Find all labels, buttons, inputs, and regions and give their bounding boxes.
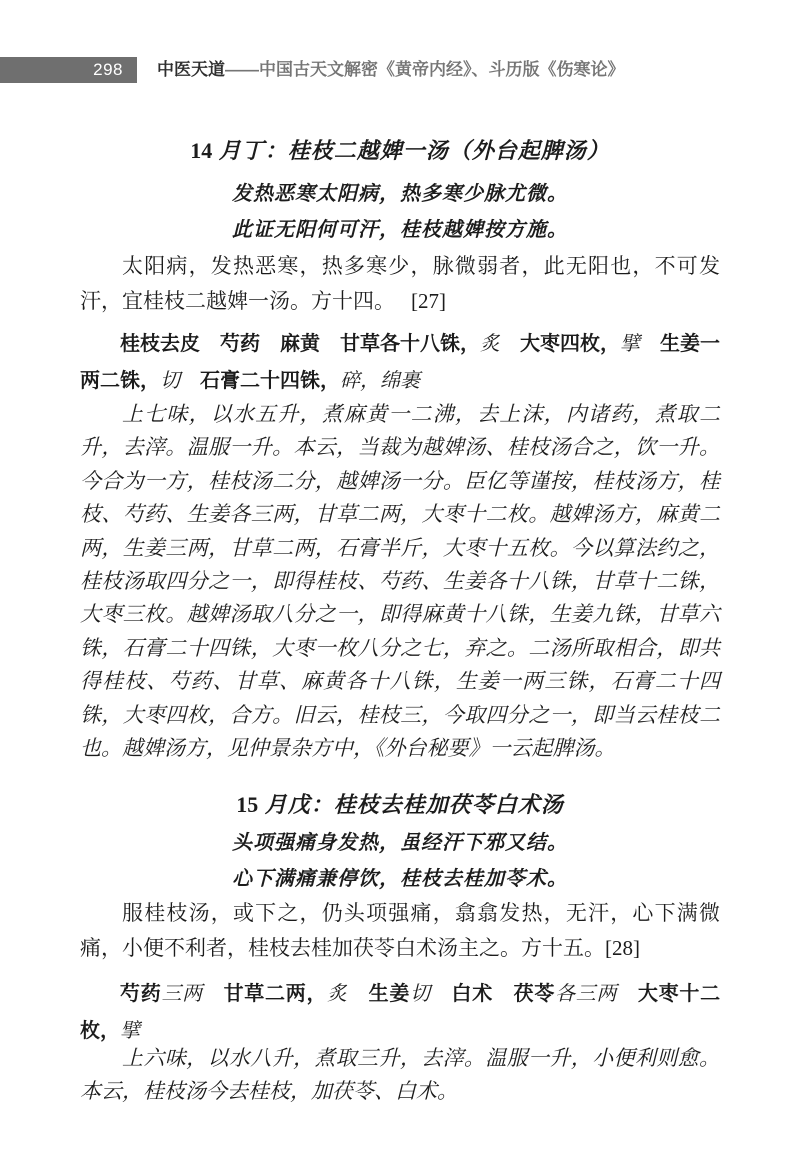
preparation-note: 切	[160, 370, 180, 392]
ingredient-segment: 芍药	[120, 983, 162, 1005]
section-15-quote-paragraph	[80, 896, 720, 966]
book-title-main: 中医天道	[157, 60, 225, 79]
ingredient-segment: 生姜	[347, 983, 411, 1005]
page-number-badge: 298	[0, 57, 137, 83]
section-14-quote-paragraph	[80, 249, 720, 319]
ingredient-segment: 大枣四枚，	[500, 333, 620, 355]
page-header	[0, 57, 800, 83]
section-14-instructions-paragraph: 上七味，以水五升，煮麻黄一二沸，去上沫，内诸药，煮取二升，去滓。温服一升。本云，当裁为越婢汤、桂枝汤合之，饮一升。今合为一方，桂枝汤二分，越婢汤一分。臣亿等谨按，桂枝汤方，桂枝、芍药、生姜各三两，甘草二两，大枣十二枚。越婢汤方，麻黄二两，生姜三两，甘草二两，石膏半斤，大枣十五枚。今以算法约之，桂枝汤取四分之一，即得桂枝、芍药、生姜各十八铢，甘草十二铢，大枣三枚。越婢汤取八分之一，即得麻黄十八铢，生姜九铢，甘草六铢，石膏二十四铢，大枣一枚八分之七，弃之。二汤所取相合，即共得桂枝、芍药、甘草、麻黄各十八铢，生姜一两三铢，石膏二十四铢，大枣四枚，合方。旧云，桂枝三，今取四分之一，即当云桂枝二也。越婢汤方，见仲景杂方中，《外台秘要》一云起脾汤。	[80, 402, 720, 761]
section-15-quote-text: 服桂枝汤，或下之，仍头项强痛，翕翕发热，无汗，心下满微痛，小便不利者，桂枝去桂加茯苓白术汤主之。方十五。	[80, 901, 720, 960]
section-15-instructions-paragraph: 上六味，以水八升，煮取三升，去滓。温服一升，小便利则愈。本云，桂枝汤今去桂枝，加茯苓、白术。	[80, 1046, 720, 1104]
section-15-verse-line-1: 头项强痛身发热，虽经汗下邪又结。	[232, 832, 568, 854]
ingredient-segment: 石膏二十四铢，	[180, 370, 340, 392]
ingredient-segment: 白术 茯苓	[430, 983, 556, 1005]
ingredient-segment: 大枣十二枚，	[80, 983, 721, 1042]
quantity-note: 三两	[161, 983, 203, 1005]
preparation-note: 切	[410, 983, 431, 1005]
section-14-verse-line-1: 发热恶寒太阳病，热多寒少脉尤微。	[232, 183, 568, 205]
preparation-note: 擘	[120, 1020, 140, 1042]
book-title-rest: ——中国古天文解密《黄帝内经》、斗历版《伤寒论》	[225, 60, 625, 79]
book-title	[157, 57, 625, 83]
section-15-verse-line-2: 心下满痛兼停饮，桂枝去桂加苓术。	[232, 868, 568, 890]
preparation-note: 炙	[327, 983, 348, 1005]
preparation-note: 擘	[620, 333, 640, 355]
preparation-note: 碎，绵裹	[340, 370, 420, 392]
section-15-reference: [28]	[605, 936, 640, 960]
section-14-heading	[0, 134, 800, 165]
section-15-ingredients-paragraph	[80, 976, 720, 1050]
ingredient-segment: 生姜一两二铢，	[80, 333, 720, 392]
section-14-title: 月丁：桂枝二越婢一汤（外台起脾汤）	[212, 138, 610, 163]
section-14-verse-line-2: 此证无阳何可汗，桂枝越婢按方施。	[232, 219, 568, 241]
preparation-note: 炙	[480, 333, 500, 355]
ingredient-segment: 桂枝去皮 芍药 麻黄 甘草各十八铢，	[120, 333, 480, 355]
quantity-note: 各三两	[555, 983, 618, 1005]
section-15-title: 月戊：桂枝去桂加茯苓白术汤	[258, 792, 564, 817]
section-14-reference: [27]	[411, 289, 446, 313]
section-15-heading	[0, 788, 800, 819]
section-15-number: 15	[236, 792, 259, 817]
section-14-quote-text: 太阳病，发热恶寒，热多寒少，脉微弱者，此无阳也，不可发汗，宜桂枝二越婢一汤。方十四。	[80, 254, 720, 313]
section-14-ingredients-paragraph	[80, 326, 720, 400]
section-14-number: 14	[190, 138, 213, 163]
ingredient-segment: 甘草二两，	[202, 983, 328, 1005]
